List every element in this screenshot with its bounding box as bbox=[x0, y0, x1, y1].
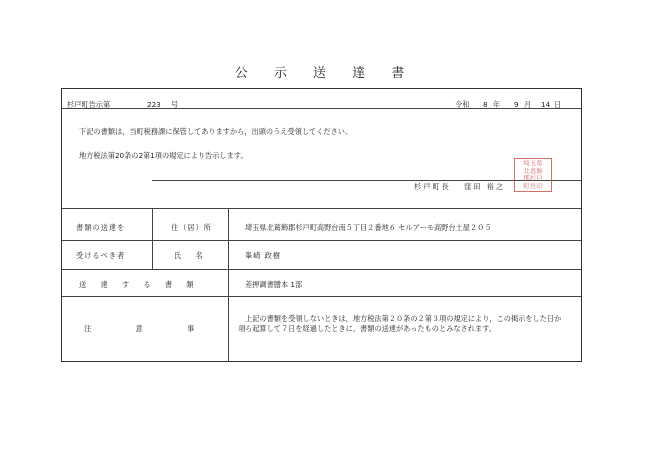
signatory-title: 杉戸町長 bbox=[414, 182, 451, 191]
notice-suffix: 号 bbox=[171, 100, 179, 109]
notes-value: 上記の書類を受領しないときは，地方税法第２０条の２第３項の規定により，この掲示をした日から起算して７日を経過したときに，書類の送達があったものとみなされます。 bbox=[245, 314, 562, 333]
name-value: 峯崎 政樹 bbox=[245, 251, 282, 260]
address-value: 埼玉県北葛飾郡杉戸町高野台南５丁目２番地６ セルアーモ高野台土屋２０５ bbox=[245, 223, 492, 232]
seal-line: 北葛飾 bbox=[523, 166, 543, 175]
date-month: 9 bbox=[514, 100, 519, 109]
signatory-name: 窪田 裕之 bbox=[464, 182, 506, 191]
recipient-divider bbox=[62, 240, 581, 241]
date-day-unit: 日 bbox=[554, 100, 562, 109]
date-era: 令和 bbox=[455, 100, 470, 109]
date-year: 8 bbox=[483, 100, 488, 109]
date-day: 14 bbox=[541, 100, 551, 109]
name-label: 氏 名 bbox=[174, 251, 203, 260]
notice-label: 杉戸町告示第 bbox=[67, 100, 111, 109]
intro-line-1: 下記の書類は，当町税務課に保管してありますから，出頭のうえ受領してください。 bbox=[79, 127, 353, 136]
official-seal bbox=[514, 158, 552, 192]
section-divider bbox=[62, 208, 581, 209]
date-month-unit: 月 bbox=[524, 100, 532, 109]
document-title: 公 示 送 達 書 bbox=[234, 66, 416, 81]
value-col-divider bbox=[228, 208, 229, 361]
address-label: 住（居）所 bbox=[171, 223, 212, 232]
notice-number: 223 bbox=[147, 100, 161, 109]
notes-label: 注 意 事 項 bbox=[84, 324, 267, 333]
seal-line: 埼玉県 bbox=[523, 159, 543, 167]
recipient-label-2: 受けるべき者 bbox=[76, 251, 126, 260]
intro-line-2: 地方税法第20条の2第1項の規定により告示します。 bbox=[79, 151, 248, 160]
date-year-unit: 年 bbox=[493, 100, 501, 109]
seal-line: 郡杉戸 bbox=[523, 174, 543, 182]
documents-divider bbox=[62, 269, 581, 270]
document-label: 送 達 す る 書 類 bbox=[79, 280, 200, 289]
recipient-label-1: 書類の送達を bbox=[76, 223, 126, 232]
notes-divider bbox=[62, 296, 581, 297]
header-divider bbox=[62, 108, 581, 109]
recipient-subcol-divider bbox=[152, 208, 153, 269]
seal-line: 町長印 bbox=[523, 181, 543, 190]
document-value: 差押調書謄本 1部 bbox=[245, 280, 303, 289]
